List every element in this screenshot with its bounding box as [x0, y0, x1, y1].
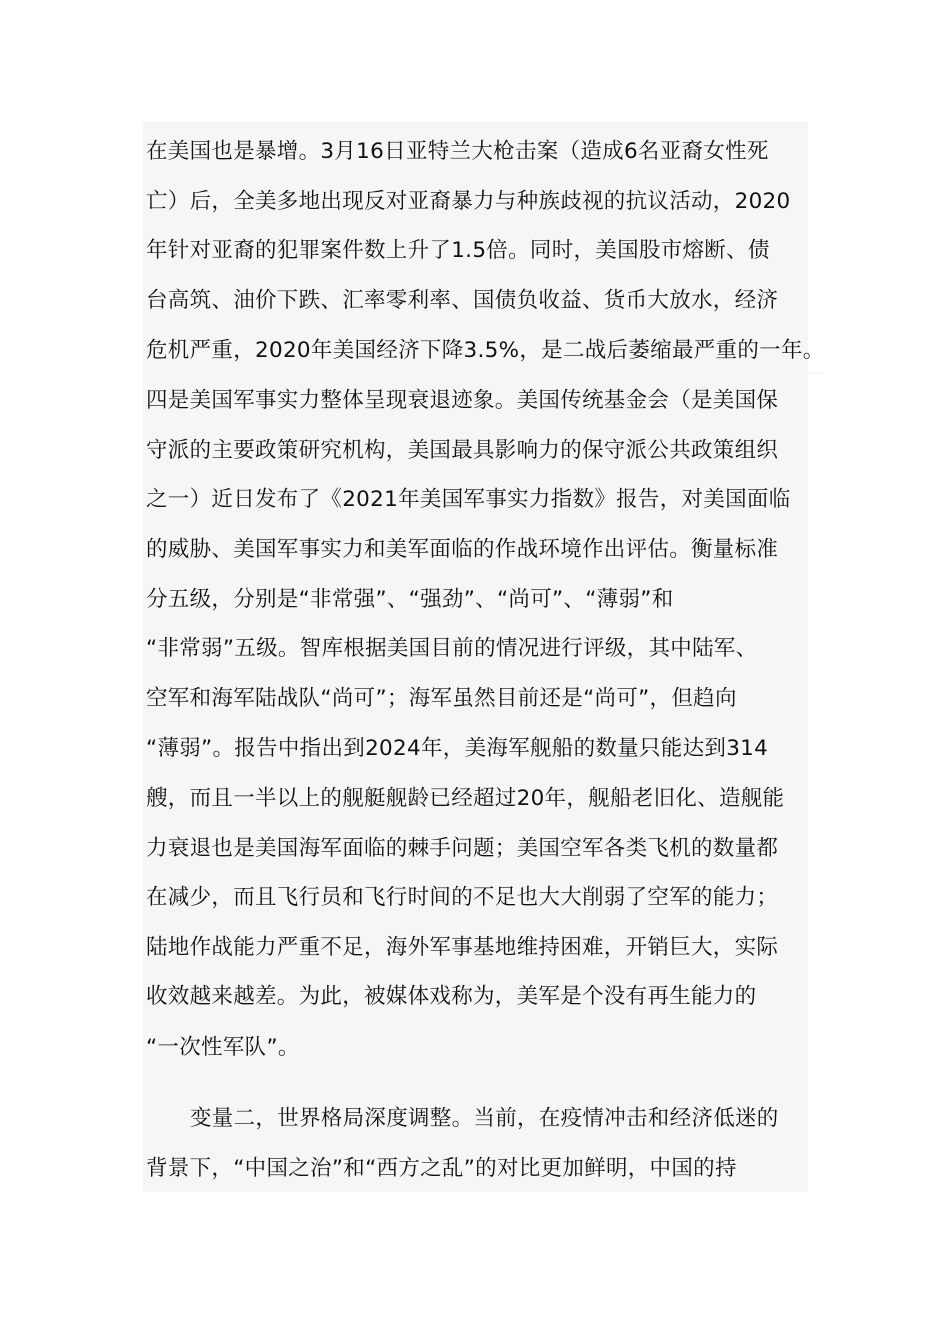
text-line: 在减少，而且飞行员和飞行时间的不足也大大削弱了空军的能力； — [146, 885, 779, 910]
text-line: 空军和海军陆战队“尚可”；海军虽然目前还是“尚可”，但趋向 — [146, 686, 737, 711]
text-line: 力衰退也是美国海军面临的棘手问题；美国空军各类飞机的数量都 — [146, 836, 779, 861]
text-line: “薄弱”。报告中指出到2024年，美海军舰船的数量只能达到314 — [146, 736, 769, 761]
text-line: 之一）近日发布了《2021年美国军事实力指数》报告，对美国面临 — [146, 487, 791, 512]
text-line: 在美国也是暴增。3月16日亚特兰大枪击案（造成6名亚裔女性死 — [146, 139, 769, 164]
text-line: 艘，而且一半以上的舰艇舰龄已经超过20年，舰船老旧化、造舰能 — [146, 786, 785, 811]
text-line: 背景下，“中国之治”和“西方之乱”的对比更加鲜明，中国的持 — [146, 1156, 737, 1181]
text-line: 台高筑、油价下跌、汇率零利率、国债负收益、货币大放水，经济 — [146, 288, 779, 313]
text-line: 收效越来越差。为此，被媒体戏称为，美军是个没有再生能力的 — [146, 984, 757, 1009]
text-line: 变量二，世界格局深度调整。当前，在疫情冲击和经济低迷的 — [190, 1106, 779, 1131]
text-line: 分五级，分别是“非常强”、“强劲”、“尚可”、“薄弱”和 — [146, 587, 674, 612]
text-line: 年针对亚裔的犯罪案件数上升了1.5倍。同时，美国股市熔断、债 — [146, 238, 770, 263]
text-line: 的威胁、美国军事实力和美军面临的作战环境作出评估。衡量标准 — [146, 537, 779, 562]
text-line: “一次性军队”。 — [146, 1035, 300, 1060]
text-line: 陆地作战能力严重不足，海外军事基地维持困难，开销巨大，实际 — [146, 935, 779, 960]
text-line: 危机严重，2020年美国经济下降3.5%，是二战后萎缩最严重的一年。 — [146, 338, 825, 363]
text-line: “非常弱”五级。智库根据美国目前的情况进行评级，其中陆军、 — [146, 636, 758, 661]
text-line: 守派的主要政策研究机构，美国最具影响力的保守派公共政策组织 — [146, 438, 779, 463]
text-line: 四是美国军事实力整体呈现衰退迹象。美国传统基金会（是美国保 — [146, 388, 779, 413]
text-line: 亡）后，全美多地出现反对亚裔暴力与种族歧视的抗议活动，2020 — [146, 189, 791, 214]
